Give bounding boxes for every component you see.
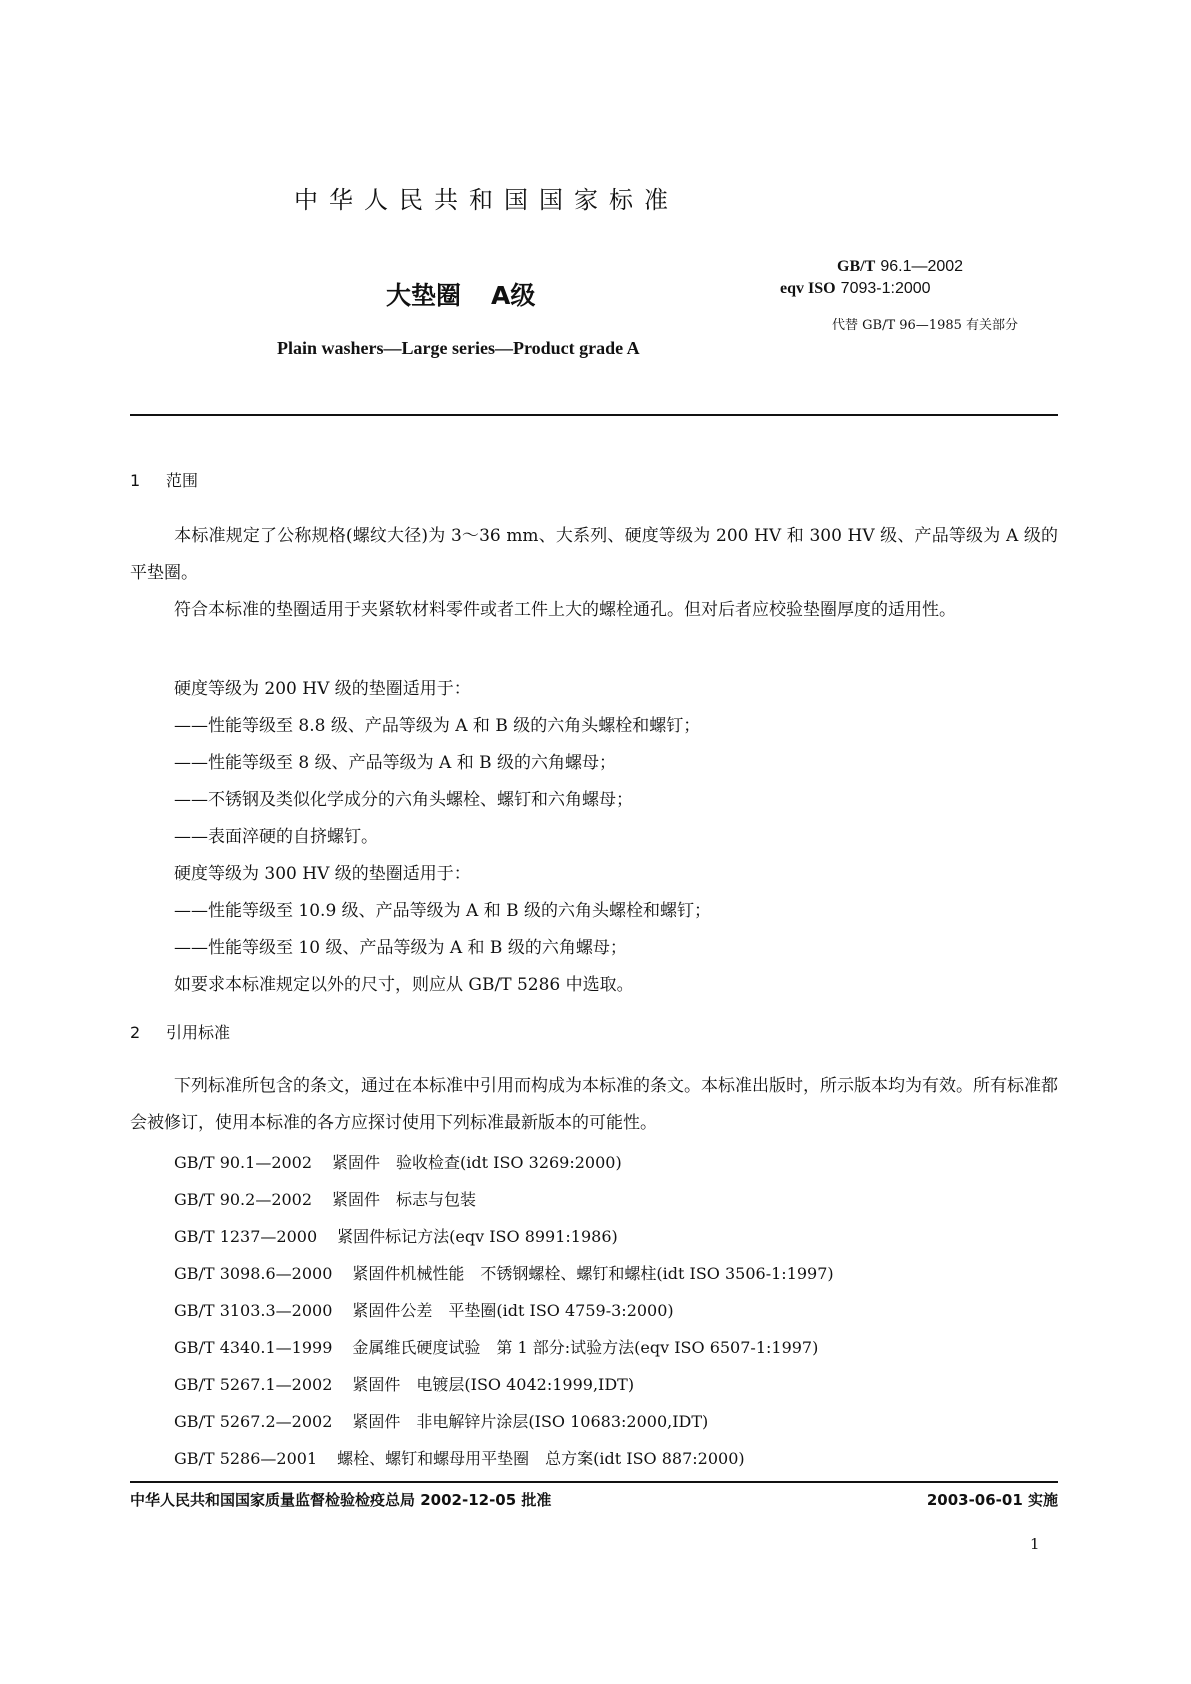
hv200-intro: 硬度等级为 200 HV 级的垫圈适用于： [174, 679, 471, 699]
standard-number: GB/T 96.1—2002 [837, 258, 964, 275]
reference-item: GB/T 90.2—2002 紧固件 标志与包装 [174, 1190, 477, 1209]
english-title: Plain washers—Large series—Product grade A [277, 338, 640, 358]
list-item: ——性能等级至 10 级、产品等级为 A 和 B 级的六角螺母； [174, 938, 627, 958]
scope-paragraph-1: 本标准规定了公称规格(螺纹大径)为 3～36 mm、大系列、硬度等级为 200 HV 和 300 HV 级、产品等级为 A 级的平垫圈。 [130, 526, 1058, 583]
section-1-heading: 1 范围 [130, 471, 199, 490]
section-2-heading: 2 引用标准 [130, 1023, 231, 1042]
replaces-note: 代替 GB/T 96—1985 有关部分 [832, 318, 1019, 333]
reference-item: GB/T 3098.6—2000 紧固件机械性能 不锈钢螺栓、螺钉和螺柱(idt ISO 3506-1:1997) [174, 1264, 834, 1283]
reference-item: GB/T 3103.3—2000 紧固件公差 平垫圈(idt ISO 4759-3:2000) [174, 1301, 674, 1320]
reference-item: GB/T 5267.1—2002 紧固件 电镀层(ISO 4042:1999,IDT) [174, 1375, 635, 1394]
hv300-intro: 硬度等级为 300 HV 级的垫圈适用于： [174, 864, 471, 884]
list-item: ——性能等级至 8 级、产品等级为 A 和 B 级的六角螺母； [174, 753, 617, 773]
list-item: ——不锈钢及类似化学成分的六角头螺栓、螺钉和六角螺母； [174, 790, 633, 810]
effective-date: 2003-06-01 实施 [926, 1491, 1058, 1509]
list-item: ——性能等级至 8.8 级、产品等级为 A 和 B 级的六角头螺栓和螺钉； [174, 716, 701, 736]
title-cn: 大垫圈 [386, 281, 462, 310]
normative-references-paragraph: 下列标准所包含的条文，通过在本标准中引用而构成为本标准的条文。本标准出版时，所示版本均为有效。所有标准都会被修订，使用本标准的各方应探讨使用下列标准最新版本的可能性。 [130, 1076, 1058, 1133]
reference-item: GB/T 4340.1—1999 金属维氏硬度试验 第 1 部分:试验方法(eqv ISO 6507-1:1997) [174, 1338, 819, 1357]
header-divider [130, 414, 1058, 416]
national-standard-heading: 中华人民共和国国家标准 [294, 186, 679, 214]
reference-item: GB/T 90.1—2002 紧固件 验收检查(idt ISO 3269:2000) [174, 1153, 622, 1172]
reference-item: GB/T 1237—2000 紧固件标记方法(eqv ISO 8991:1986) [174, 1227, 618, 1246]
footer-divider [130, 1481, 1058, 1483]
title-grade: A级 [491, 281, 536, 310]
scope-closing: 如要求本标准规定以外的尺寸，则应从 GB/T 5286 中选取。 [174, 975, 634, 995]
scope-paragraph-2: 符合本标准的垫圈适用于夹紧软材料零件或者工件上大的螺栓通孔。但对后者应校验垫圈厚度的适用性。 [174, 600, 956, 620]
approval-statement: 中华人民共和国国家质量监督检验检疫总局 2002-12-05 批准 [130, 1491, 552, 1509]
standard-number-block [780, 255, 963, 299]
equivalent-standard: eqv ISO 7093-1:2000 [780, 280, 931, 297]
reference-item: GB/T 5267.2—2002 紧固件 非电解锌片涂层(ISO 10683:2000,IDT) [174, 1412, 709, 1431]
page-number: 1 [1030, 1535, 1040, 1553]
list-item: ——表面淬硬的自挤螺钉。 [174, 827, 378, 847]
reference-item: GB/T 5286—2001 螺栓、螺钉和螺母用平垫圈 总方案(idt ISO 887:2000) [174, 1449, 745, 1468]
list-item: ——性能等级至 10.9 级、产品等级为 A 和 B 级的六角头螺栓和螺钉； [174, 901, 712, 921]
document-title [386, 276, 535, 312]
